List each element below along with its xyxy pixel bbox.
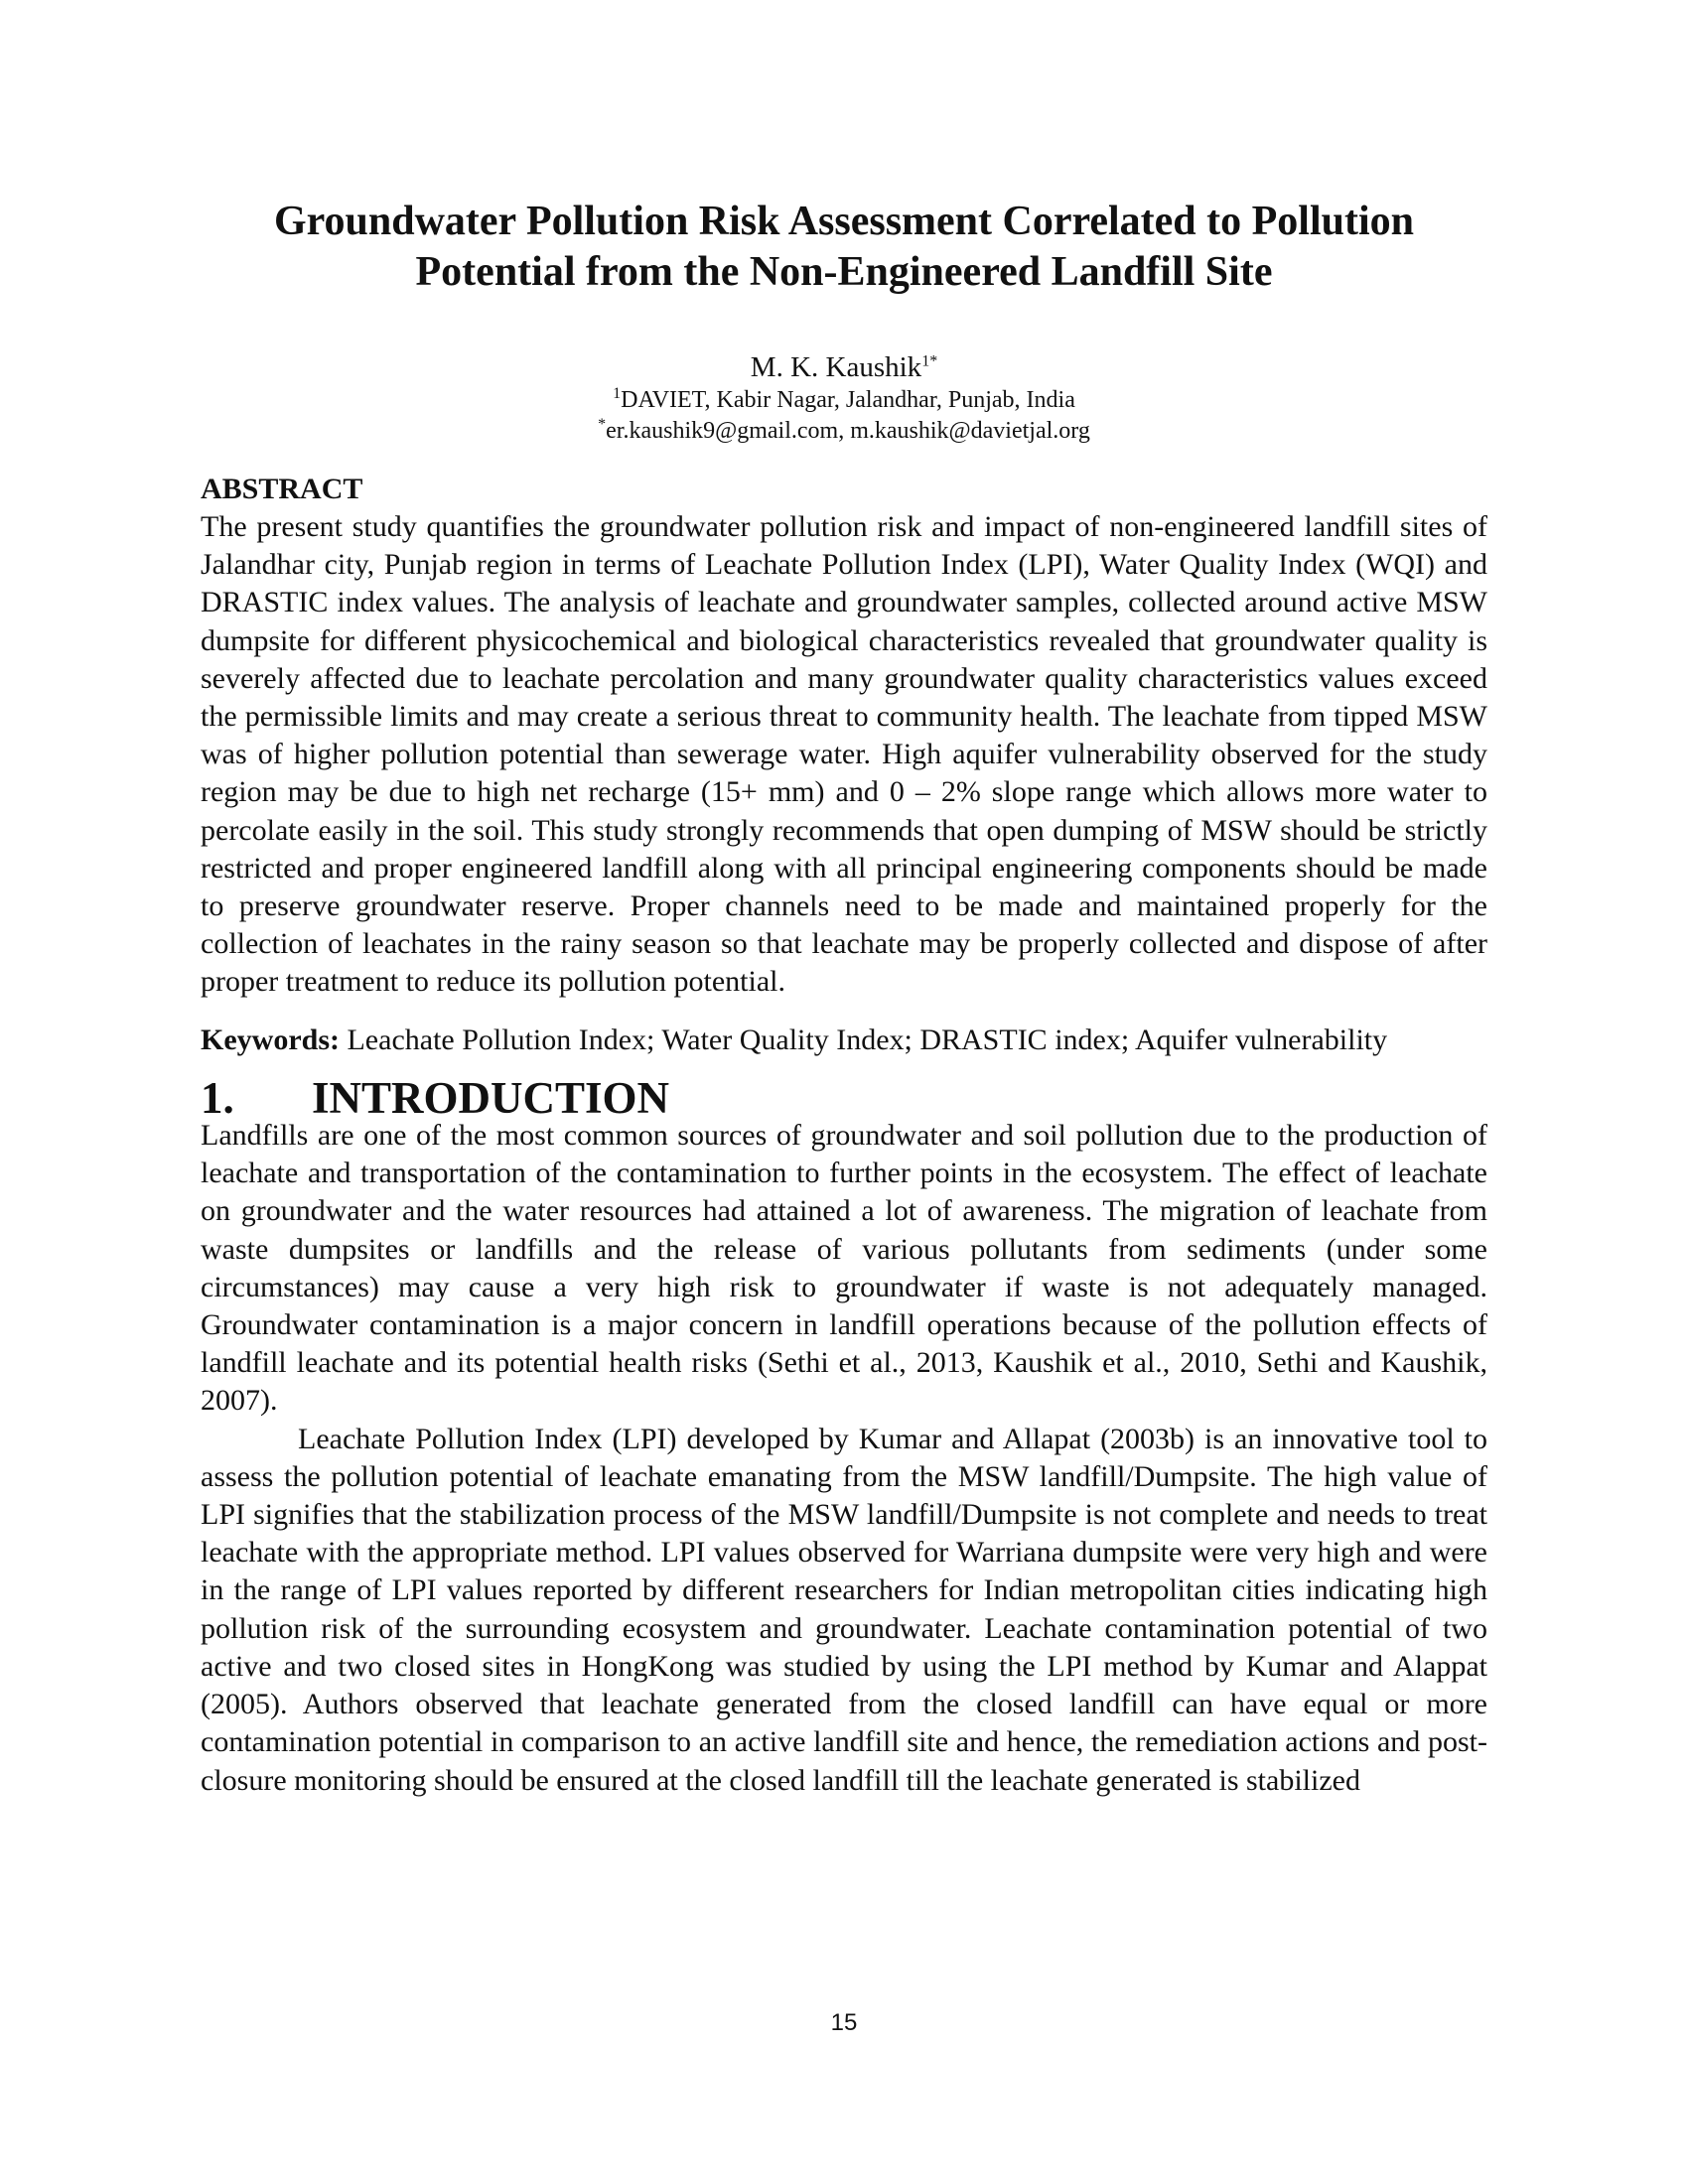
page-number: 15 bbox=[830, 2009, 858, 2036]
author-emails: er.kaushik9@gmail.com, m.kaushik@davietjal.org bbox=[606, 418, 1090, 444]
keywords-label: Keywords: bbox=[201, 1023, 340, 1056]
author-email-line bbox=[298, 416, 1390, 447]
keywords-text: Leachate Pollution Index; Water Quality Index; DRASTIC index; Aquifer vulnerability bbox=[347, 1023, 1388, 1056]
spacer bbox=[201, 1002, 1487, 1022]
author-affiliation-line bbox=[298, 385, 1390, 416]
author-name: M. K. Kaushik bbox=[750, 351, 922, 383]
author-affiliation: DAVIET, Kabir Nagar, Jalandhar, Punjab, India bbox=[621, 387, 1075, 413]
introduction-paragraph-2: Leachate Pollution Index (LPI) developed by Kumar and Allapat (2003b) is an innovative tool to assess the pollution potential of leachate emanating from the MSW landfill/Dumpsite. The high value of LPI signifies that the stabilization process of the MSW landfill/Dumpsite is not complete and needs to treat leachate with the appropriate method. LPI values observed for Warriana dumpsite were very high and were in the range of LPI values reported by different researchers for Indian metropolitan cities indicating high pollution risk of the surrounding ecosystem and groundwater. Leachate contamination potential of two active and two closed sites in HongKong was studied by using the LPI method by Kumar and Alappat (2005). Authors observed that leachate generated from the closed landfill can have equal or more contamination potential in comparison to an active landfill site and hence, the remediation actions and post-closure monitoring should be ensured at the closed landfill till the leachate generated is stabilized bbox=[201, 1422, 1487, 1797]
author-line bbox=[298, 349, 1390, 385]
author-superscript: 1* bbox=[921, 352, 938, 370]
introduction-heading bbox=[201, 1072, 1487, 1123]
abstract-heading: ABSTRACT bbox=[201, 473, 363, 505]
keywords-paragraph bbox=[201, 1022, 1487, 1059]
email-superscript: * bbox=[598, 416, 607, 433]
body-column bbox=[201, 471, 1487, 1800]
introduction-paragraph-1: Landfills are one of the most common sources of groundwater and soil pollution due to the production of leachate and transportation of the contamination to further points in the ecosystem. The effect of leachate on groundwater and the water resources had attained a lot of awareness. The migration of leachate from waste dumpsites or landfills and the release of various pollutants from sediments (under some circumstances) may cause a very high risk to groundwater if waste is not adequately managed. Groundwater contamination is a major concern in landfill operations because of the pollution effects of landfill leachate and its potential health risks (Sethi et al., 2013, Kaushik et al., 2010, Sethi and Kaushik, 2007). bbox=[201, 1119, 1487, 1418]
paper-title: Groundwater Pollution Risk Assessment Correlated to Pollution Potential from the Non-Engineered Landfill Site bbox=[273, 199, 1415, 295]
section-number: 1. bbox=[201, 1072, 234, 1123]
author-block bbox=[298, 349, 1390, 447]
affiliation-superscript: 1 bbox=[613, 385, 622, 402]
abstract-text: The present study quantifies the groundwater pollution risk and impact of non-engineered landfill sites of Jalandhar city, Punjab region in terms of Leachate Pollution Index (LPI), Water Quality Index (WQI) and DRASTIC index values. The analysis of leachate and groundwater samples, collected around active MSW dumpsite for different physicochemical and biological characteristics revealed that groundwater quality is severely affected due to leachate percolation and many groundwater quality characteristics values exceed the permissible limits and may create a serious threat to community health. The leachate from tipped MSW was of higher pollution potential than sewerage water. High aquifer vulnerability observed for the study region may be due to high net recharge (15+ mm) and 0 – 2% slope range which allows more water to percolate easily in the soil. This study strongly recommends that open dumping of MSW should be strictly restricted and proper engineered landfill along with all principal engineering components should be made to preserve groundwater reserve. Proper channels need to be made and maintained properly for the collection of leachates in the rainy season so that leachate may be properly collected and dispose of after proper treatment to reduce its pollution potential. bbox=[201, 510, 1487, 999]
section-title: INTRODUCTION bbox=[312, 1072, 670, 1123]
